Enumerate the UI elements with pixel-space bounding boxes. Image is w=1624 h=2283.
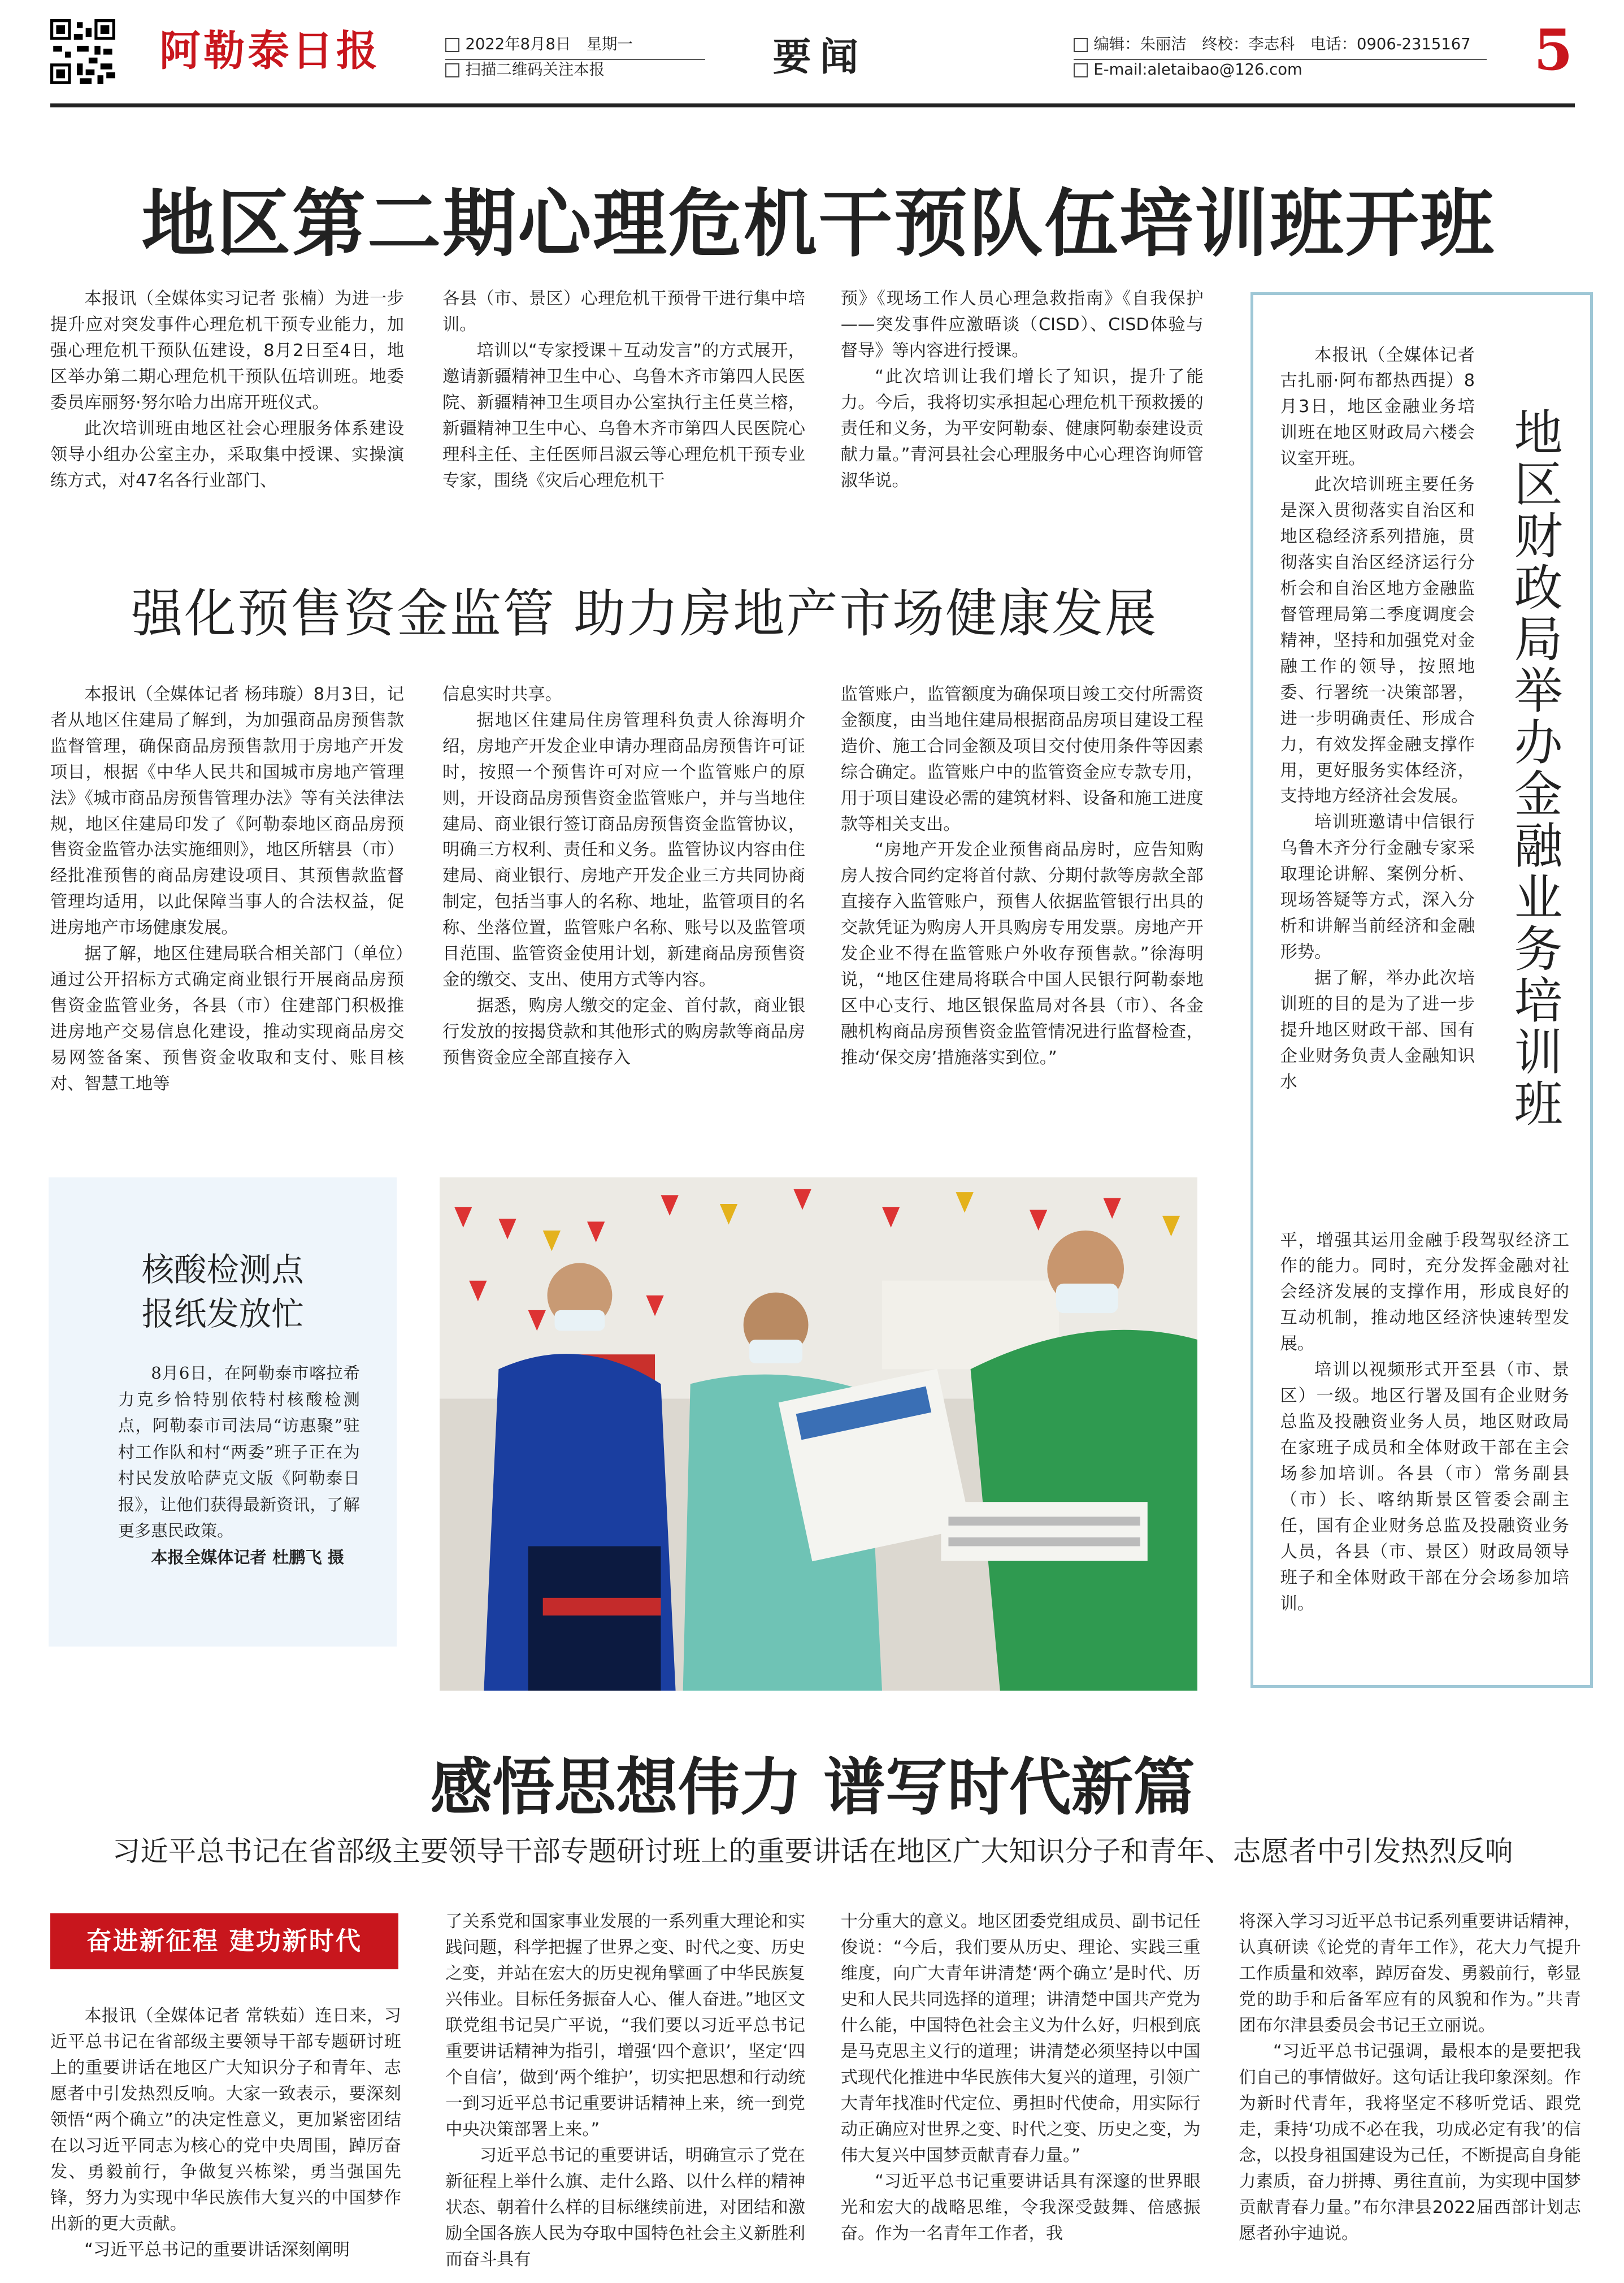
article3-column-4	[1239, 1909, 1581, 2246]
article2-paragraph: 据地区住建局住房管理科负责人徐海明介绍，房地产开发企业申请办理商品房预售许可证时，按照一个预售许可对应一个监管账户的原则，开设商品房预售资金监管账户，并与当地住建局、商业银行签订商品房预售资金监管协议，明确三方权利、责任和义务。监管协议内容由住建局、商业银行、房地产开发企业三方共同协商制定，包括当事人的名称、地址，监管项目的名称、坐落位置，监管账户名称、账号以及监管项目范围、监管资金使用计划，新建商品房预售资金的缴交、支出、使用方式等内容。	[442, 710, 806, 990]
checkbox-icon	[445, 63, 459, 77]
sidebar-column-wide	[1280, 1228, 1569, 1617]
article3-subheadline: 习近平总书记在省部级主要领导干部专题研讨班上的重要讲话在地区广大知识分子和青年、志愿者中引发热烈反响	[112, 1835, 1513, 1868]
checkbox-icon	[1074, 38, 1088, 52]
editor-info	[1074, 32, 1471, 83]
article2-headline: 强化预售资金监管 助力房地产市场健康发展	[131, 583, 1158, 644]
article3-paragraph: 本报讯（全媒体记者 常轶茹）连日来，习近平总书记在省部级主要领导干部专题研讨班上的重要讲话在地区广大知识分子和青年、志愿者中引发热烈反响。大家一致表示，要深刻领悟“两个确立”的决定性意义，更加紧密团结在以习近平同志为核心的党中央周围，踔厉奋发、勇毅前行，争做复兴栋梁，勇当强国先锋，努力为实现中华民族伟大复兴的中国梦作出新的更大贡献。	[50, 2006, 401, 2234]
article2-column-1	[50, 682, 404, 1097]
article1-paragraph: 培训以“专家授课＋互动发言”的方式展开，邀请新疆精神卫生中心、乌鲁木齐市第四人民医院、新疆精神卫生项目办公室执行主任莫兰榕，新疆精神卫生中心、乌鲁木齐市第四人民医院心理科主任、主任医师吕淑云等心理危机干预专业专家，围绕《灾后心理危机干	[442, 341, 806, 491]
sidebar-paragraph: 本报讯（全媒体记者 古扎丽·阿布都热西提）8月3日，地区金融业务培训班在地区财政局六楼会议室开班。	[1280, 345, 1475, 469]
article2-paragraph: “房地产开发企业预售商品房时，应告知购房人按合同约定将首付款、分期付款等房款全部直接存入监管账户，预售人依据监管银行出具的交款凭证为购房人开具购房专用发票。房地产开发企业不得在监管账户外收存预售款。”徐海明说，“地区住建局将联合中国人民银行阿勒泰地区中心支行、地区银保监局对各县（市）、各金融机构商品房预售资金监管情况进行监督检查，推动‘保交房’措施落实到位。”	[840, 840, 1204, 1068]
article2-paragraph: 信息实时共享。	[442, 684, 562, 704]
sidebar-headline: 地区财政局举办金融业务培训班	[1505, 407, 1562, 1130]
article1-column-1	[50, 286, 404, 494]
article3-column-1	[50, 2003, 401, 2263]
article1-paragraph: 各县（市、景区）心理危机干预骨干进行集中培训。	[442, 289, 806, 335]
photo-caption-text: 8月6日，在阿勒泰市喀拉希力克乡恰特别依特村核酸检测点，阿勒泰市司法局“访惠聚”驻村工作队和村“两委”班子正在为村民发放哈萨克文版《阿勒泰日报》，让他们获得最新资讯，了解更多惠民政策。	[118, 1363, 360, 1541]
editors-line: 编辑：朱丽洁 终校：李志科 电话：0906-2315167	[1093, 36, 1471, 54]
header-divider	[1074, 59, 1487, 60]
sidebar-paragraph: 培训班邀请中信银行乌鲁木齐分行金融专家采取理论讲解、案例分析、现场答疑等方式，深入分析和讲解当前经济和金融形势。	[1280, 812, 1475, 963]
photo-caption-body	[118, 1360, 360, 1570]
article2-paragraph: 本报讯（全媒体记者 杨玮璇）8月3日，记者从地区住建局了解到，为加强商品房预售款监督管理，确保商品房预售款用于房地产开发项目，根据《中华人民共和国城市房地产管理法》《城市商品房预售管理办法》等有关法律法规，地区住建局印发了《阿勒泰地区商品房预售资金监管办法实施细则》，地区所辖县（市）经批准预售的商品房建设项目、其预售款监督管理均适用，以此保障当事人的合法权益，促进房地产市场健康发展。	[50, 684, 405, 938]
article3-paragraph: 习近平总书记的重要讲话，明确宣示了党在新征程上举什么旗、走什么路、以什么样的精神状态、朝着什么样的目标继续前进，对团结和激励全国各族人民为夺取中国特色社会主义新胜利而奋斗具有	[445, 2145, 806, 2269]
article2-paragraph: 据悉，购房人缴交的定金、首付款，商业银行发放的按揭贷款和其他形式的购房款等商品房预售资金应全部直接存入	[442, 996, 806, 1068]
article1-paragraph: 此次培训班由地区社会心理服务体系建设领导小组办公室主办，采取集中授课、实操演练方式，对47名各行业部门、	[50, 419, 405, 491]
issue-info	[445, 32, 633, 83]
article3-paragraph: 将深入学习习近平总书记系列重要讲话精神，认真研读《论党的青年工作》，花大力气提升工作质量和效率，踔厉奋发、勇毅前行，彰显党的助手和后备军应有的风貌和作为。”共青团布尔津县委员会书记王立丽说。	[1239, 1912, 1581, 2036]
newspaper-logo: 阿勒泰日报	[159, 27, 381, 76]
article1-paragraph: “此次培训让我们增长了知识，提升了能力。今后，我将切实承担起心理危机干预救援的责任和义务，为平安阿勒泰、健康阿勒泰建设贡献力量。”青河县社会心理服务中心心理咨询师管淑华说。	[840, 367, 1204, 491]
email-line[interactable]: E-mail:aletaibao@126.com	[1093, 60, 1302, 79]
caption-title-line: 核酸检测点	[141, 1251, 304, 1289]
article2-column-3	[841, 682, 1204, 1071]
scan-hint: 扫描二维码关注本报	[465, 60, 605, 79]
article3-paragraph: “习近平总书记强调，最根本的是要把我们自己的事情做好。这句话让我印象深刻。作为新时代青年，我将坚定不移听党话、跟党走，秉持‘功成不必在我，功成必定有我’的信念，以投身祖国建设为己任，不断提高自身能力素质，奋力拼搏、勇往直前，为实现中国梦贡献青春力量。”布尔津县2022届西部计划志愿者孙宇迪说。	[1239, 2042, 1581, 2243]
sidebar-paragraph: 此次培训班主要任务是深入贯彻落实自治区和地区稳经济系列措施，贯彻落实自治区经济运行分析会和自治区地方金融监督管理局第二季度调度会精神，坚持和加强党对金融工作的领导，按照地委、行署统一决策部署，进一步明确责任、形成合力，有效发挥金融支撑作用，更好服务实体经济，支持地方经济社会发展。	[1280, 475, 1475, 807]
article1-paragraph: 本报讯（全媒体实习记者 张楠）为进一步提升应对突发事件心理危机干预专业能力，加强心理危机干预队伍建设，8月2日至4日，地区举办第二期心理危机干预队伍培训班。地委委员库丽努·努尔哈力出席开班仪式。	[50, 289, 405, 413]
qr-code-icon[interactable]	[50, 19, 115, 84]
sidebar-paragraph: 据了解，举办此次培训班的目的是为了进一步提升地区财政干部、国有企业财务负责人金融知识水	[1280, 968, 1475, 1092]
article3-column-3	[841, 1909, 1201, 2246]
sidebar-column-narrow	[1280, 343, 1475, 1095]
caption-title-line: 报纸发放忙	[141, 1295, 304, 1333]
sidebar-paragraph: 培训以视频形式开至县（市、景区）一级。地区行署及国有企业财务总监及投融资业务人员，地区财政局在家班子成员和全体财政干部在主会场参加培训。各县（市）常务副县（市）长、喀纳斯景区管委会副主任，国有企业财务总监及投融资业务人员，各县（市、景区）财政局领导班子和全体财政干部在分会场参加培训。	[1280, 1360, 1570, 1614]
article3-paragraph: 了关系党和国家事业发展的一系列重大理论和实践问题，科学把握了世界之变、时代之变、历史之变，并站在宏大的历史视角擘画了中华民族复兴伟业。目标任务振奋人心、催人奋进。”地区文联党组书记吴广平说，“我们要以习近平总书记重要讲话精神为指引，增强‘四个意识’，坚定‘四个自信’，做到‘两个维护’，切实把思想和行动统一到习近平总书记重要讲话精神上来，统一到党中央决策部署上来。”	[445, 1912, 806, 2139]
article2-column-2	[442, 682, 805, 1071]
news-photo[interactable]	[440, 1177, 1198, 1691]
section-name: 要闻	[772, 34, 867, 80]
article1-headline: 地区第二期心理危机干预队伍培训班开班	[141, 180, 1496, 267]
column-banner: 奋进新征程 建功新时代	[50, 1913, 398, 1969]
article3-paragraph: “习近平总书记的重要讲话深刻阐明	[84, 2239, 350, 2260]
article1-paragraph: 预》《现场工作人员心理急救指南》《自我保护——突发事件应激晤谈（CISD）、CISD体验与督导》等内容进行授课。	[840, 289, 1204, 361]
article2-paragraph: 据了解，地区住建局联合相关部门（单位）通过公开招标方式确定商业银行开展商品房预售资金监管业务，各县（市）住建部门积极推进房地产交易信息化建设，推动实现商品房交易网签备案、预售资金收取和支付、账目核对、智慧工地等	[50, 944, 405, 1094]
article3-headline: 感悟思想伟力 谱写时代新篇	[430, 1750, 1195, 1823]
checkbox-icon	[445, 38, 459, 52]
masthead-rule	[50, 103, 1575, 107]
header-divider	[445, 59, 705, 60]
article2-paragraph: 监管账户，监管额度为确保项目竣工交付所需资金额度，由当地住建局根据商品房项目建设工程造价、施工合同金额及项目交付使用条件等因素综合确定。监管账户中的监管资金应专款专用，用于项目建设必需的建筑材料、设备和施工进度款等相关支出。	[840, 684, 1204, 834]
photo-caption-title	[49, 1248, 397, 1337]
sidebar-paragraph: 平，增强其运用金融手段驾驭经济工作的能力。同时，充分发挥金融对社会经济发展的支撑作用，形成良好的互动机制，推动地区经济快速转型发展。	[1280, 1230, 1570, 1354]
article3-paragraph: “习近平总书记重要讲话具有深邃的世界眼光和宏大的战略思维，令我深受鼓舞、倍感振奋。作为一名青年工作者，我	[840, 2171, 1201, 2243]
page-number: 5	[1534, 18, 1573, 84]
article1-column-3	[841, 286, 1204, 494]
article3-column-2	[445, 1909, 805, 2272]
photo-credit: 本报全媒体记者 杜鹏飞 摄	[151, 1547, 345, 1567]
issue-date: 2022年8月8日 星期一	[465, 36, 633, 54]
checkbox-icon	[1074, 63, 1088, 77]
article1-column-2	[442, 286, 805, 494]
article3-paragraph: 十分重大的意义。地区团委党组成员、副书记任俊说：“今后，我们要从历史、理论、实践三重维度，向广大青年讲清楚‘两个确立’是时代、历史和人民共同选择的道理；讲清楚中国共产党为什么能，中国特色社会主义为什么好，归根到底是马克思主义行的道理；讲清楚必须坚持以中国式现代化推进中华民族伟大复兴的道理，引领广大青年找准时代定位、勇担时代使命，用实际行动正确应对世界之变、时代之变、历史之变，为伟大复兴中国梦贡献青春力量。”	[840, 1912, 1201, 2165]
